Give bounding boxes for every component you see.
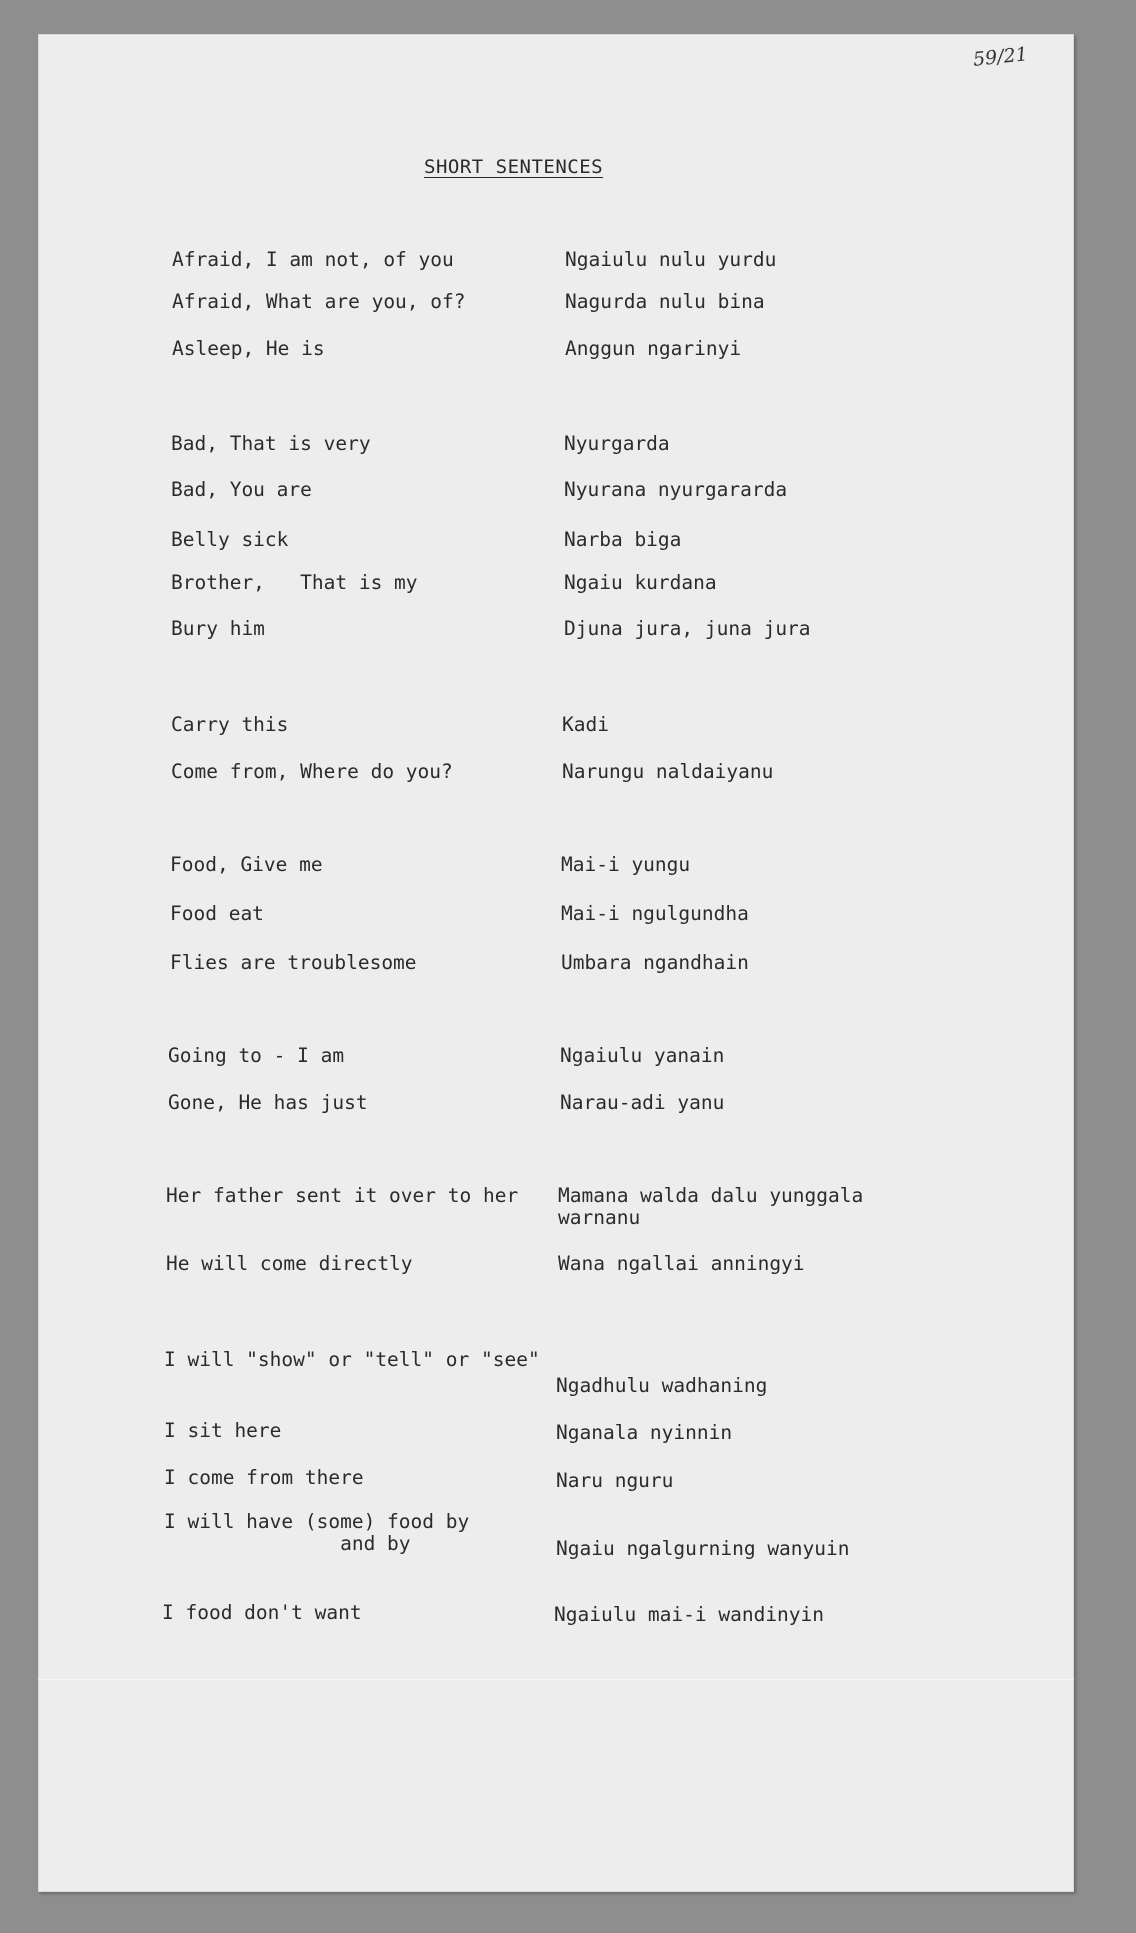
entry-english: Come from, Where do you? xyxy=(171,760,453,783)
entry-english: Bad, You are xyxy=(171,478,312,501)
entry-english: Bury him xyxy=(171,617,265,640)
entry-english: I sit here xyxy=(164,1419,282,1442)
entry-aboriginal: Narba biga xyxy=(564,528,682,551)
entry-english: Gone, He has just xyxy=(168,1091,368,1114)
entry-english: Food eat xyxy=(170,902,264,925)
entry-aboriginal: Mai-i yungu xyxy=(561,853,691,876)
entry-aboriginal: Nganala nyinnin xyxy=(556,1421,733,1444)
entry-aboriginal: Naru nguru xyxy=(556,1469,674,1492)
entry-aboriginal: Mamana walda dalu yunggala warnanu xyxy=(558,1184,864,1229)
entry-aboriginal: Ngadhulu wadhaning xyxy=(556,1374,768,1397)
entry-english: Asleep, He is xyxy=(172,337,325,360)
entry-aboriginal: Umbara ngandhain xyxy=(561,951,749,974)
entry-english: He will come directly xyxy=(166,1252,413,1275)
entry-english: Brother, That is my xyxy=(171,571,418,594)
entry-aboriginal: Nagurda nulu bina xyxy=(565,290,765,313)
entry-aboriginal: Mai-i ngulgundha xyxy=(561,902,749,925)
entry-english: Going to - I am xyxy=(168,1044,345,1067)
folio-number: 59/21 xyxy=(972,43,1029,71)
entry-english: Flies are troublesome xyxy=(170,951,417,974)
entry-english: Afraid, I am not, of you xyxy=(172,248,454,271)
entry-aboriginal: Djuna jura, juna jura xyxy=(564,617,811,640)
entry-aboriginal: Anggun ngarinyi xyxy=(565,337,742,360)
entry-aboriginal: Ngaiulu mai-i wandinyin xyxy=(554,1603,825,1626)
entry-aboriginal: Ngaiu ngalgurning wanyuin xyxy=(556,1537,850,1560)
entry-english: Belly sick xyxy=(171,528,289,551)
entry-aboriginal: Ngaiulu nulu yurdu xyxy=(565,248,777,271)
entry-english: Her father sent it over to her xyxy=(166,1184,519,1207)
entry-english: I will "show" or "tell" or "see" xyxy=(164,1348,540,1371)
entry-english: Afraid, What are you, of? xyxy=(172,290,466,313)
entry-aboriginal: Nyurana nyurgararda xyxy=(564,478,788,501)
document-page xyxy=(38,34,1074,1892)
entry-aboriginal: Nyurgarda xyxy=(564,432,670,455)
entry-english: I will have (some) food by and by xyxy=(164,1510,470,1555)
entry-english: I food don't want xyxy=(162,1601,362,1624)
entry-english: I come from there xyxy=(164,1466,364,1489)
entry-aboriginal: Narau-adi yanu xyxy=(560,1091,725,1114)
entry-aboriginal: Narungu naldaiyanu xyxy=(562,760,774,783)
entry-aboriginal: Kadi xyxy=(562,713,609,736)
entry-english: Bad, That is very xyxy=(171,432,371,455)
fold-line xyxy=(38,1679,1074,1680)
entry-aboriginal: Wana ngallai anningyi xyxy=(558,1252,805,1275)
page-title: SHORT SENTENCES xyxy=(424,156,604,178)
entry-aboriginal: Ngaiu kurdana xyxy=(564,571,717,594)
entry-english: Food, Give me xyxy=(170,853,323,876)
entry-aboriginal: Ngaiulu yanain xyxy=(560,1044,725,1067)
entry-english: Carry this xyxy=(171,713,289,736)
